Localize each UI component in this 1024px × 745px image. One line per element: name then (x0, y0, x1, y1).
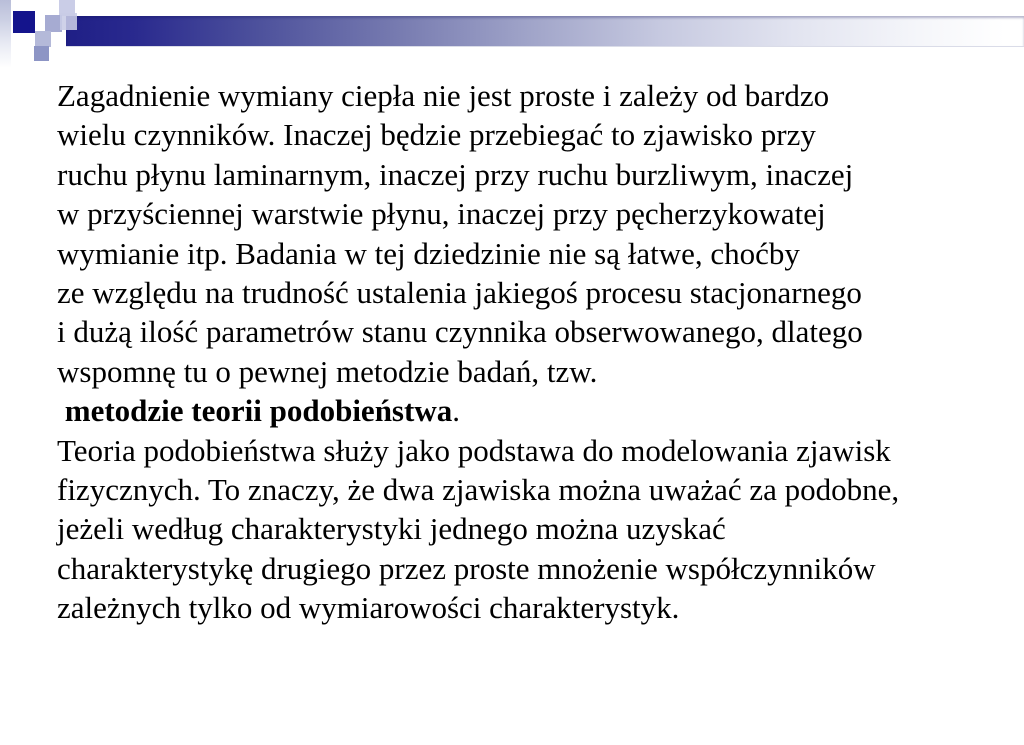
text-line: wspomnę tu o pewnej metodzie badań, tzw. (57, 353, 598, 389)
left-gradient-strip (0, 0, 11, 68)
text-line: Zagadnienie wymiany ciepła nie jest proste i zależy od bardzo (57, 78, 830, 113)
text-line: jeżeli według charakterystyki jednego można uzyskać (57, 511, 726, 547)
text-line: zależnych tylko od wymiarowości charakterystyk. (57, 590, 680, 626)
text-line: Teoria podobieństwa służy jako podstawa do modelowania zjawisk (57, 432, 891, 468)
header-decoration (0, 0, 1024, 70)
text-line: fizycznych. To znaczy, że dwa zjawiska można uważać za podobne, (57, 472, 900, 508)
text-line-emphasis (57, 391, 987, 430)
decor-square-navy (13, 11, 35, 33)
decor-square-dark-bottom (34, 46, 49, 61)
text-line: ze względu na trudność ustalenia jakiegoś procesu stacjonarnego (57, 275, 862, 311)
slide-body-text (57, 76, 987, 628)
decor-square-on-bar (60, 13, 77, 30)
text-line: charakterystykę drugiego przez proste mnożenie współczynników (57, 550, 876, 586)
text-line: wielu czynników. Inaczej będzie przebiegać to zjawisko przy (57, 117, 816, 153)
text-line: w przyściennej warstwie płynu, inaczej przy pęcherzykowatej (57, 196, 826, 232)
text-line: i dużą ilość parametrów stanu czynnika obserwowanego, dlatego (57, 314, 863, 350)
text-line: ruchu płynu laminarnym, inaczej przy ruchu burzliwym, inaczej (57, 156, 854, 192)
header-gradient-bar (66, 16, 1024, 46)
decor-square-light-low (35, 31, 51, 47)
emphasis-period: . (452, 393, 460, 429)
text-line: wymianie itp. Badania w tej dziedzinie nie są łatwe, choćby (57, 235, 800, 271)
emphasis-bold-text: metodzie teorii podobieństwa (57, 393, 453, 429)
